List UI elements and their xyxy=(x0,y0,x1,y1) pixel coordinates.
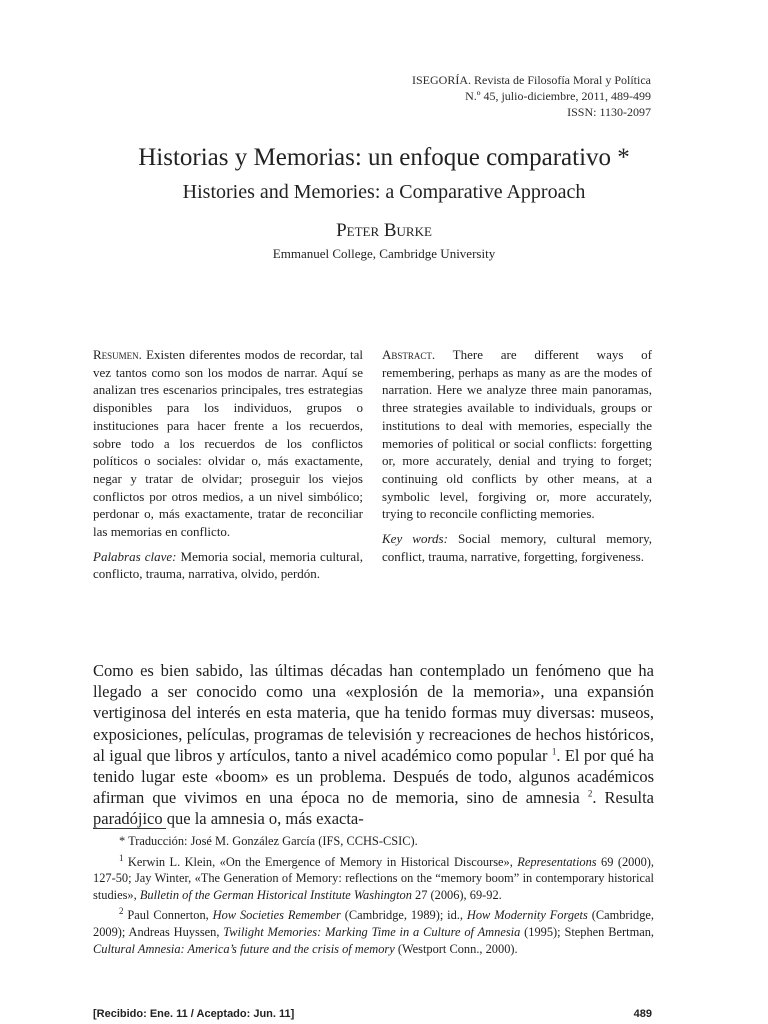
footnote-italic: Twilight Memories: Marking Time in a Culture of Amnesia xyxy=(223,924,521,939)
key-words-text: Social memory, cultural memory, conflict, trauma, narrative, forgetting, forgiveness. xyxy=(382,531,652,564)
footnote-divider xyxy=(93,828,166,829)
footnote-number: 1 xyxy=(119,852,124,863)
footnote-italic: Bulletin of the German Historical Institute Washington xyxy=(139,887,412,902)
footnote-italic: How Societies Remember xyxy=(212,908,341,923)
footnote-ref-2: 2 xyxy=(587,788,593,799)
footnote-italic: Cultural Amnesia: America’s future and the crisis of memory xyxy=(93,941,395,956)
footnote-text: Kerwin L. Klein, «On the Emergence of Memory in Historical Discourse», xyxy=(127,854,518,869)
footnote-2 xyxy=(93,907,654,957)
footnote-italic: Representations xyxy=(517,854,597,869)
author-name: Peter Burke xyxy=(336,220,432,241)
footnote-italic: How Modernity Forgets xyxy=(466,908,588,923)
footnote-ref-1: 1 xyxy=(551,746,557,757)
page-number: 489 xyxy=(633,1008,652,1020)
article-subtitle: Histories and Memories: a Comparative Approach xyxy=(182,181,586,203)
abstract-text: There are different ways of remembering, perhaps as many as are the modes of narration. Here we analyze three main panoramas, three strategies available to individuals, groups or institutions to deal with memories, especially the memories of political or social conflicts: forgetting or, more accurately, denial and trying to forget; continuing old conflicts by other means, at a symbolic level, forgiving or, more accurately, trying to reconcile conflicting memories. xyxy=(382,347,652,522)
footnote-1 xyxy=(93,854,654,904)
author-affiliation: Emmanuel College, Cambridge University xyxy=(272,246,496,261)
key-words-label: Key words: xyxy=(382,531,448,547)
journal-header xyxy=(412,72,651,120)
footnote-text: (Westport Conn., 2000). xyxy=(394,941,518,956)
abstract-label: Abstract. xyxy=(382,347,436,362)
footnote-text: 27 (2006), 69-92. xyxy=(411,887,502,902)
journal-name: ISEGORÍA. Revista de Filosofía Moral y Política xyxy=(412,73,651,87)
footnote-text: (1995); Stephen Bertman, xyxy=(520,924,654,939)
palabras-clave-label: Palabras clave: xyxy=(93,548,177,564)
body-text-part: Como es bien sabido, las últimas décadas han contemplado un fenómeno que ha llegado a ser conocido como una «explosión de la memoria», una expansión vertiginosa del interés en esta materia, que ha tenido formas muy diversas: museos, exposiciones, películas, programas de televisión y recreaciones de hechos históricos, al igual que libros y artículos, tanto a nivel académico como popular xyxy=(93,661,654,765)
palabras-clave-text: Memoria social, memoria cultural, conflicto, trauma, narrativa, olvido, perdón. xyxy=(93,548,364,582)
footnote-text: Paul Connerton, xyxy=(127,908,213,923)
palabras-clave xyxy=(93,548,363,583)
key-words xyxy=(382,530,652,565)
article-title: Historias y Memorias: un enfoque comparativo * xyxy=(138,144,630,171)
journal-issue: N.º 45, julio-diciembre, 2011, 489-499 xyxy=(465,89,651,103)
footnote-number: 2 xyxy=(119,906,124,917)
body-paragraph xyxy=(93,660,654,830)
resumen-paragraph xyxy=(93,346,363,541)
resumen-text: Existen diferentes modos de recordar, tal vez tantos como son los modos de narrar. Aquí se analizan tres escenarios principales, tres estrategias disponibles para los individuos, grupos o instituciones para hacer frente a los recuerdos, sobre todo a los recuerdos de los conflictos políticos o sociales: olvidar o, más exactamente, negar y tratar de olvidar; proseguir los viejos conflictos por otros medios, a un nivel simbólico; perdonar o, más exactamente, tratar de reconciliar las memorias en conflicto. xyxy=(93,347,363,540)
abstract-column xyxy=(382,346,652,565)
journal-issn: ISSN: 1130-2097 xyxy=(567,105,651,119)
footnotes xyxy=(93,833,654,957)
body-text-part: . El por qué ha tenido lugar este «boom» es un problema. Después de todo, algunos académicos afirman que vivimos en una época no de memoria, sino de amnesia xyxy=(93,745,654,808)
footnote-text: (Cambridge, 2009); Andreas Huyssen, xyxy=(93,908,654,939)
footnote-translation: * Traducción: José M. González García (IFS, CCHS-CSIC). xyxy=(119,834,418,848)
resumen-label: Resumen. xyxy=(93,347,142,362)
body-text-part: . Resulta paradójico que la amnesia o, más exacta- xyxy=(93,788,655,829)
abstract-paragraph xyxy=(382,346,652,523)
footnote-text: (Cambridge, 1989); id., xyxy=(340,908,467,923)
resumen-column xyxy=(93,346,363,583)
received-dates: [Recibido: Ene. 11 / Aceptado: Jun. 11] xyxy=(93,1008,295,1020)
footnote-text: 69 (2000), 127-50; Jay Winter, «The Generation of Memory: reflections on the “memory boom” in contemporary historical studies», xyxy=(93,854,654,902)
